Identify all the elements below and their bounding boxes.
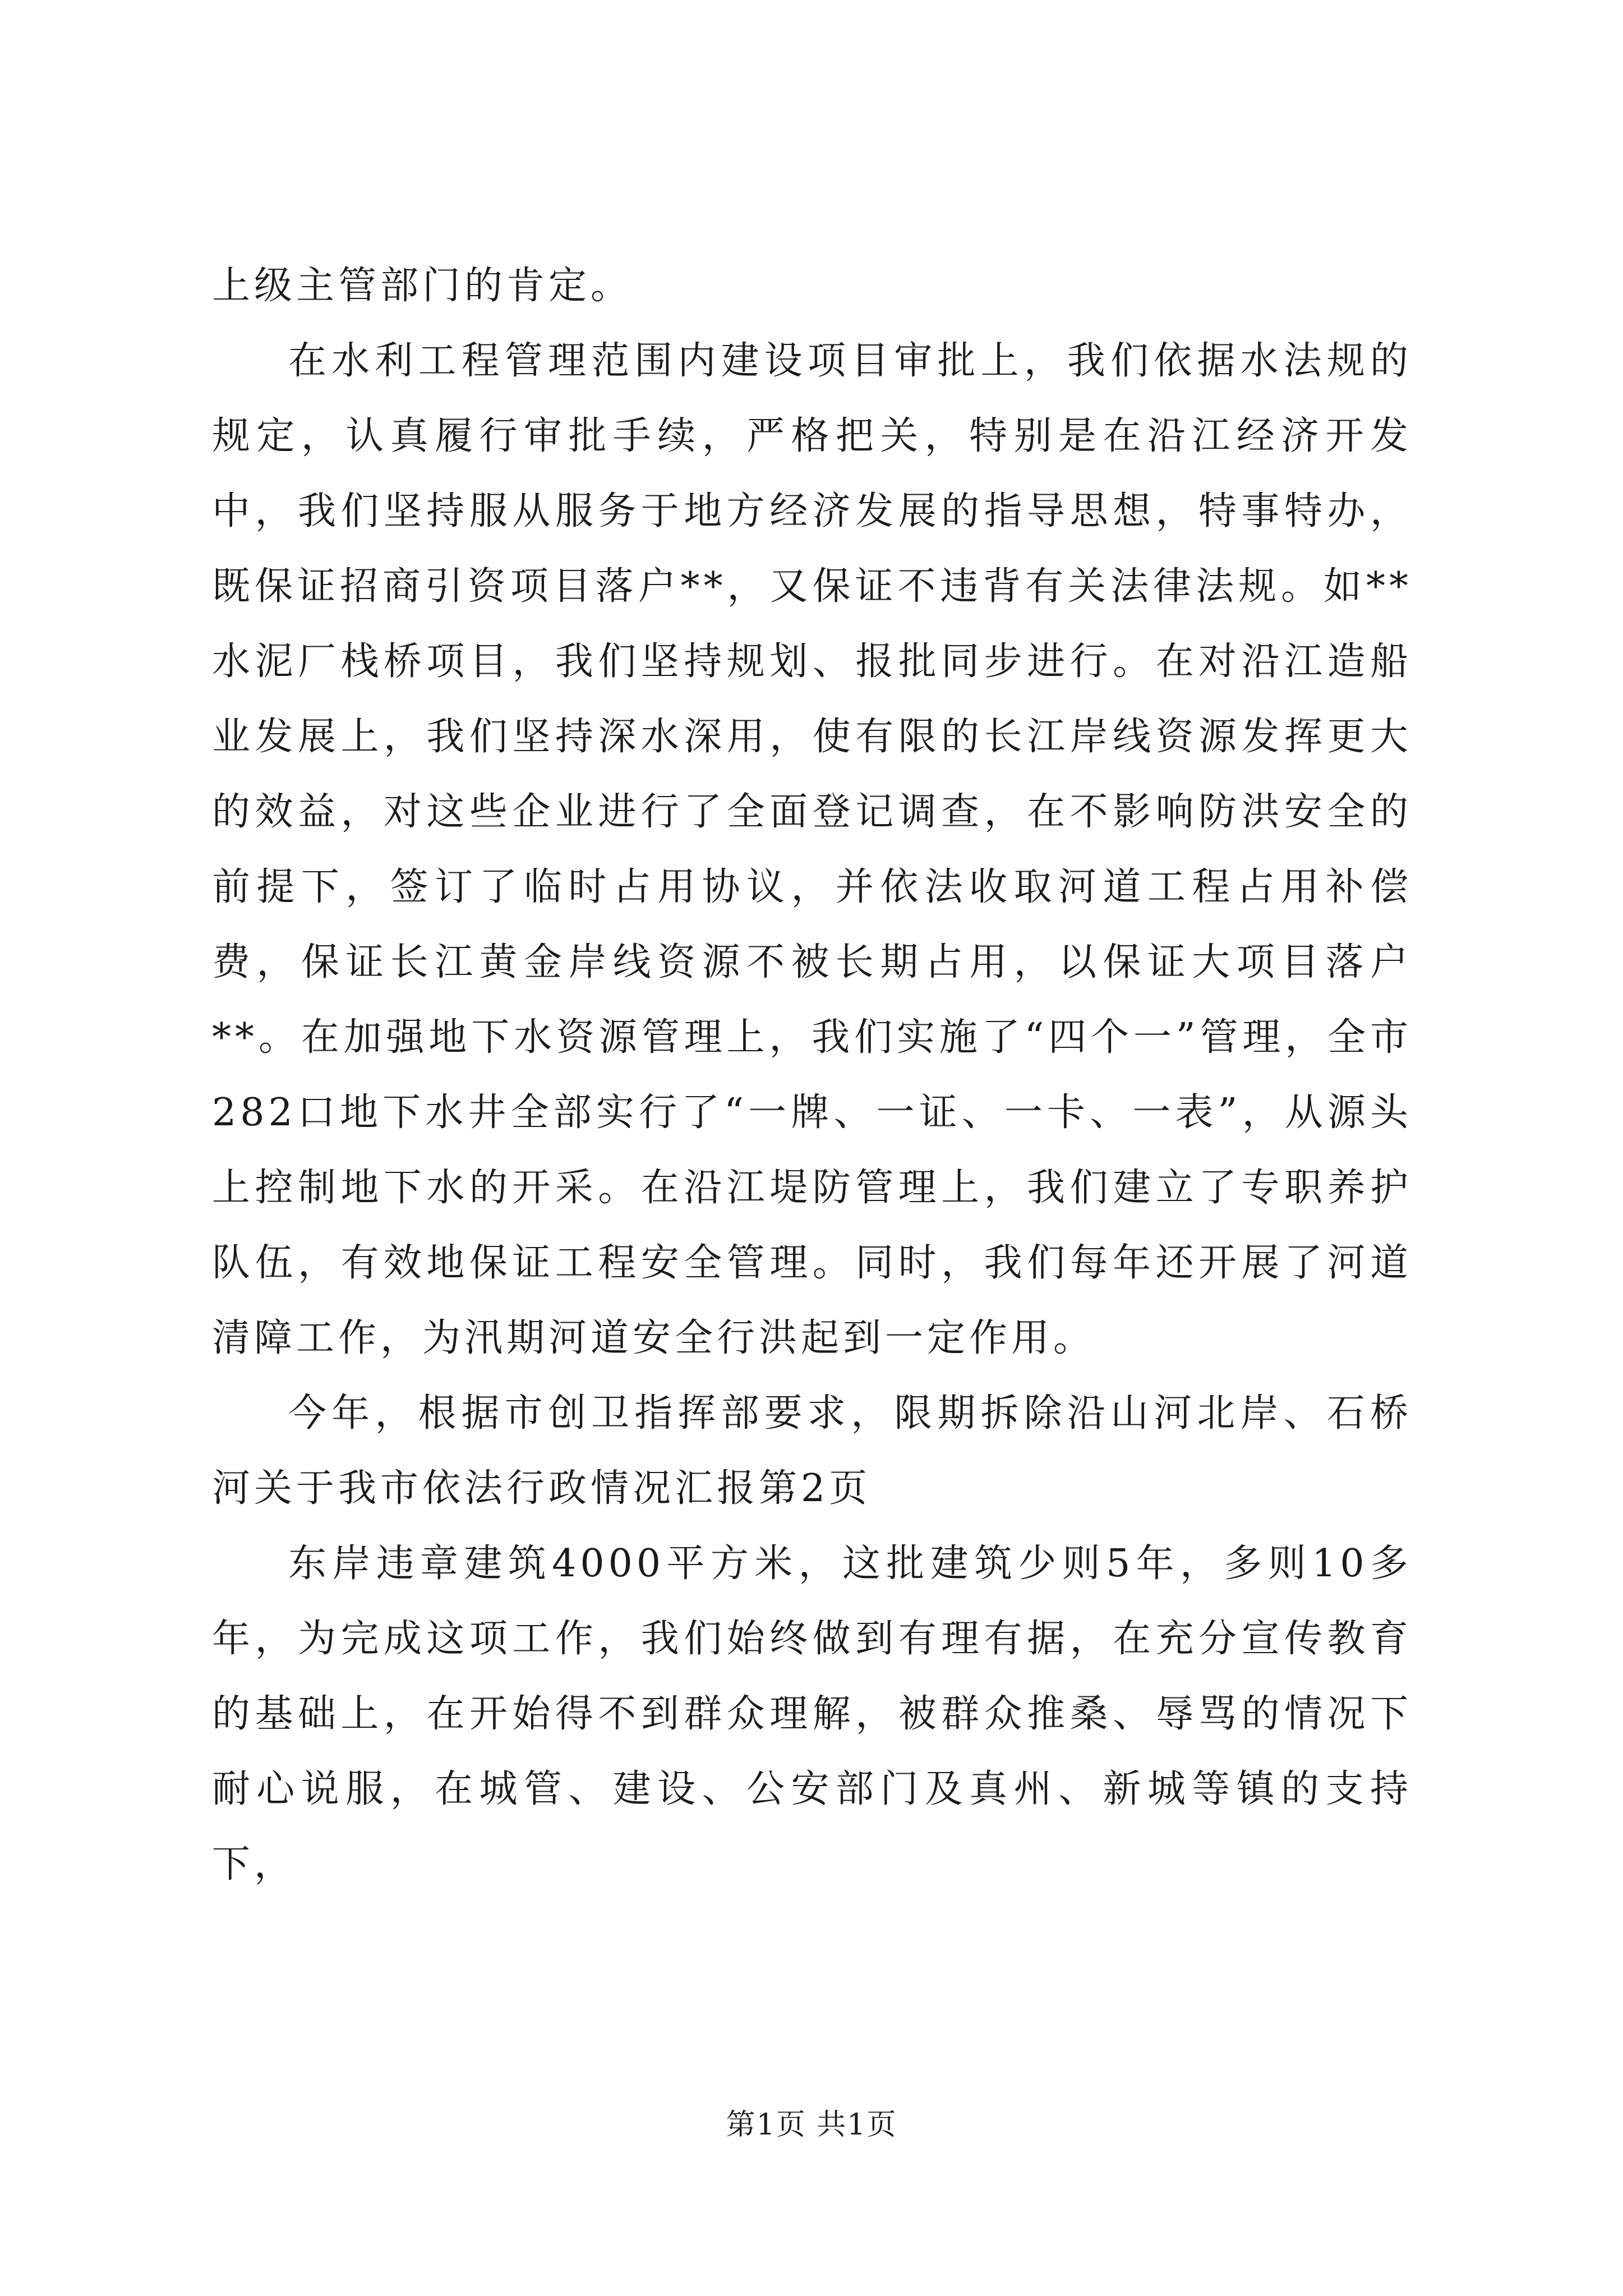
- paragraph-illegal-buildings: 东岸违章建筑4000平方米，这批建筑少则5年，多则10多年，为完成这项工作，我们始终做到有理有据，在充分宣传教育的基础上，在开始得不到群众理解，被群众推桑、辱骂的情况下耐心说服，在城管、建设、公安部门及真州、新城等镇的支持下，: [212, 1542, 1412, 1887]
- paragraph-continuation: 上级主管部门的肯定。: [212, 264, 633, 308]
- document-body: [212, 249, 1412, 1902]
- page-number-footer: 第1页 共1页: [726, 2108, 897, 2142]
- paragraph-demolition-intro: 今年，根据市创卫指挥部要求，限期拆除沿山河北岸、石桥河关于我市依法行政情况汇报第2页: [212, 1391, 1412, 1511]
- paragraph-project-approval: 在水利工程管理范围内建设项目审批上，我们依据水法规的规定，认真履行审批手续，严格把关，特别是在沿江经济开发中，我们坚持服从服务于地方经济发展的指导思想，特事特办，既保证招商引资项目落户**，又保证不违背有关法律法规。如**水泥厂栈桥项目，我们坚持规划、报批同步进行。在对沿江造船业发展上，我们坚持深水深用，使有限的长江岸线资源发挥更大的效益，对这些企业进行了全面登记调查，在不影响防洪安全的前提下，签订了临时占用协议，并依法收取河道工程占用补偿费，保证长江黄金岸线资源不被长期占用，以保证大项目落户**。在加强地下水资源管理上，我们实施了“四个一”管理，全市282口地下水井全部实行了“一牌、一证、一卡、一表”，从源头上控制地下水的开采。在沿江堤防管理上，我们建立了专职养护队伍，有效地保证工程安全管理。同时，我们每年还开展了河道清障工作，为汛期河道安全行洪起到一定作用。: [212, 339, 1412, 1360]
